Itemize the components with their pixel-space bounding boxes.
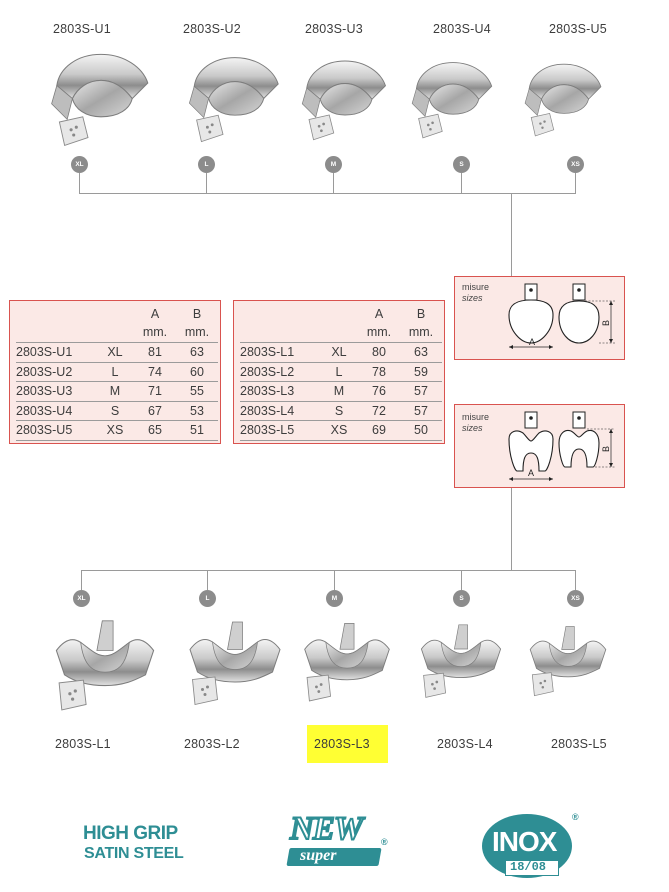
upper-size-badge-1: XL — [71, 156, 88, 173]
table-row — [240, 401, 442, 421]
row-b: 59 — [400, 362, 442, 382]
upper-dimension-diagram — [454, 276, 625, 360]
table-row — [16, 401, 218, 421]
diagram-b-label: B — [601, 319, 611, 326]
lower-size-badge-3: M — [326, 590, 343, 607]
row-code: 2803S-L1 — [240, 343, 320, 363]
row-b: 51 — [176, 421, 218, 441]
lower-tray-image-3 — [292, 614, 402, 708]
lower-size-badge-5: XS — [567, 590, 584, 607]
lower-col-a-unit: mm. — [358, 324, 400, 343]
row-code: 2803S-U2 — [16, 362, 96, 382]
table-row — [16, 421, 218, 441]
row-code: 2803S-U5 — [16, 421, 96, 441]
row-code: 2803S-U4 — [16, 401, 96, 421]
row-code: 2803S-L4 — [240, 401, 320, 421]
row-size: M — [96, 382, 134, 402]
row-b: 57 — [400, 382, 442, 402]
upper-tray-image-3 — [290, 52, 400, 142]
row-size: M — [320, 382, 358, 402]
upper-code-1: 2803S-U1 — [53, 22, 111, 36]
row-a: 72 — [358, 401, 400, 421]
row-size: S — [320, 401, 358, 421]
lower-code-1: 2803S-L1 — [55, 737, 111, 751]
row-a: 69 — [358, 421, 400, 441]
row-size: XL — [96, 343, 134, 363]
lower-col-b-unit: mm. — [400, 324, 442, 343]
row-a: 74 — [134, 362, 176, 382]
lower-tray-image-2 — [176, 612, 294, 712]
row-code: 2803S-L5 — [240, 421, 320, 441]
lower-connector-stem — [511, 488, 512, 570]
row-size: XL — [320, 343, 358, 363]
upper-spec-table-box — [9, 300, 221, 444]
upper-connector-drop-4 — [461, 173, 462, 193]
table-row — [16, 362, 218, 382]
lower-code-4: 2803S-L4 — [437, 737, 493, 751]
row-size: L — [320, 362, 358, 382]
row-size: XS — [96, 421, 134, 441]
row-code: 2803S-U3 — [16, 382, 96, 402]
row-b: 53 — [176, 401, 218, 421]
lower-code-2: 2803S-L2 — [184, 737, 240, 751]
upper-code-2: 2803S-U2 — [183, 22, 241, 36]
diagram-a-label: A — [528, 468, 535, 478]
row-b: 63 — [400, 343, 442, 363]
upper-connector-drop-5 — [575, 173, 576, 193]
high-grip-line2: SATIN STEEL — [84, 845, 184, 862]
upper-size-badge-5: XS — [567, 156, 584, 173]
upper-size-badge-2: L — [198, 156, 215, 173]
row-b: 63 — [176, 343, 218, 363]
row-code: 2803S-L2 — [240, 362, 320, 382]
upper-tray-image-5 — [516, 56, 612, 138]
new-logo-registered: ® — [381, 837, 388, 847]
lower-tray-image-4 — [410, 616, 512, 704]
row-a: 67 — [134, 401, 176, 421]
upper-tray-outline-drawing — [503, 281, 623, 357]
table-row — [16, 343, 218, 363]
lower-col-b-header: B — [416, 306, 426, 321]
upper-connector-stem — [511, 193, 512, 276]
lower-spec-table — [240, 305, 442, 441]
upper-connector-drop-1 — [79, 173, 80, 193]
row-b: 55 — [176, 382, 218, 402]
table-row — [240, 362, 442, 382]
lower-connector-drop-4 — [461, 570, 462, 590]
row-b: 50 — [400, 421, 442, 441]
lower-size-badge-1: XL — [73, 590, 90, 607]
upper-code-4: 2803S-U4 — [433, 22, 491, 36]
table-row — [240, 343, 442, 363]
lower-size-badge-2: L — [199, 590, 216, 607]
upper-col-a-header: A — [150, 306, 160, 321]
upper-tray-image-4 — [402, 54, 504, 140]
inox-logo-sub: 18/08 — [510, 860, 547, 874]
upper-col-b-unit: mm. — [176, 324, 218, 343]
row-a: 76 — [358, 382, 400, 402]
lower-dimension-diagram — [454, 404, 625, 488]
lower-code-5: 2803S-L5 — [551, 737, 607, 751]
row-a: 71 — [134, 382, 176, 402]
lower-tray-image-5 — [520, 618, 616, 702]
table-row — [16, 382, 218, 402]
lower-tray-outline-drawing — [503, 409, 623, 485]
row-code: 2803S-U1 — [16, 343, 96, 363]
lower-connector-drop-5 — [575, 570, 576, 590]
upper-size-badge-4: S — [453, 156, 470, 173]
row-size: XS — [320, 421, 358, 441]
lower-connector-drop-2 — [207, 570, 208, 590]
upper-size-badge-3: M — [325, 156, 342, 173]
inox-logo-registered: ® — [572, 812, 579, 822]
upper-col-b-header: B — [192, 306, 202, 321]
diagram-b-label: B — [601, 445, 611, 452]
upper-tray-image-2 — [176, 48, 294, 144]
lower-connector-drop-1 — [81, 570, 82, 590]
upper-connector-bar — [79, 193, 576, 194]
diagram-label-misure: misure — [462, 282, 490, 292]
upper-connector-drop-3 — [333, 173, 334, 193]
table-row — [240, 421, 442, 441]
high-grip-line1: HIGH GRIP — [83, 823, 178, 844]
upper-spec-table — [16, 305, 218, 441]
lower-col-a-header: A — [374, 306, 384, 321]
row-a: 80 — [358, 343, 400, 363]
upper-code-5: 2803S-U5 — [549, 22, 607, 36]
diagram-label-misure: misure — [462, 412, 490, 422]
upper-connector-drop-2 — [206, 173, 207, 193]
row-code: 2803S-L3 — [240, 382, 320, 402]
super-logo-text: super — [300, 847, 337, 864]
upper-code-3: 2803S-U3 — [305, 22, 363, 36]
upper-col-a-unit: mm. — [134, 324, 176, 343]
diagram-a-label: A — [529, 337, 536, 347]
row-a: 81 — [134, 343, 176, 363]
inox-logo-text: INOX — [492, 826, 557, 857]
row-size: S — [96, 401, 134, 421]
lower-connector-bar — [81, 570, 576, 571]
lower-connector-drop-3 — [334, 570, 335, 590]
lower-tray-image-1 — [40, 610, 170, 718]
table-row — [240, 382, 442, 402]
row-size: L — [96, 362, 134, 382]
row-a: 78 — [358, 362, 400, 382]
lower-size-badge-4: S — [453, 590, 470, 607]
lower-spec-table-box — [233, 300, 445, 444]
lower-code-3: 2803S-L3 — [314, 737, 370, 751]
row-b: 57 — [400, 401, 442, 421]
diagram-label-sizes: sizes — [462, 423, 483, 433]
row-a: 65 — [134, 421, 176, 441]
new-logo-text: NEW — [290, 811, 363, 847]
upper-tray-image-1 — [36, 44, 166, 148]
diagram-label-sizes: sizes — [462, 293, 483, 303]
row-b: 60 — [176, 362, 218, 382]
